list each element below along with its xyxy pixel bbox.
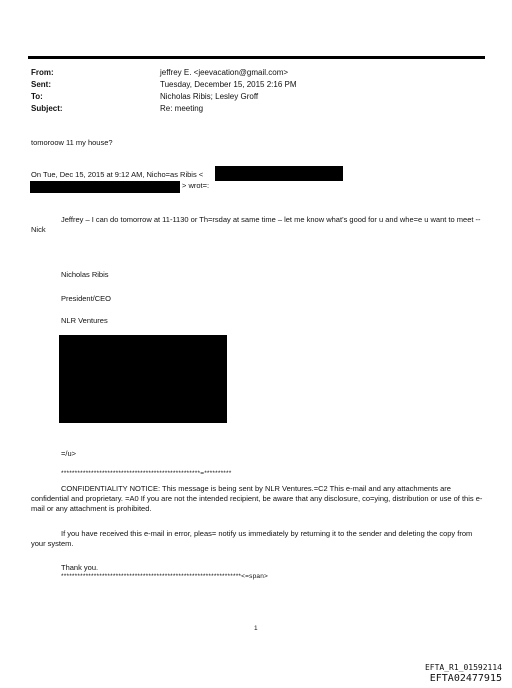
header-rule xyxy=(28,56,485,59)
from-value: jeffrey E. <jeevacation@gmail.com> xyxy=(160,68,289,77)
confidentiality-notice: CONFIDENTIALITY NOTICE: This message is being sent by NLR Ventures.=C2 This e-mail and any attachments are confidential and proprietary. =A0 If you are not the intended recipient, be aware that any disclosure, co=ying, distribution or use of this e-mail or any attachment is prohibited. xyxy=(31,484,483,513)
sent-value: Tuesday, December 15, 2015 2:16 PM xyxy=(160,80,297,89)
redaction-email-address xyxy=(215,166,343,181)
signature-company: NLR Ventures xyxy=(61,316,108,325)
separator-stars-top: ***************************************************=********** xyxy=(61,470,232,477)
reply-text: tomoroow 11 my house? xyxy=(31,138,113,147)
quote-header-line1: On Tue, Dec 15, 2015 at 9:12 AM, Nicho=as Ribis < xyxy=(31,170,204,179)
thank-you: Thank you. xyxy=(61,563,99,572)
quoted-body: Jeffrey – I can do tomorrow at 11-1130 or Th=rsday at same time – let me know what’s good for u and whe=e u want to meet -- Nick xyxy=(31,215,481,234)
subject-label: Subject: xyxy=(31,104,63,113)
signature-name: Nicholas Ribis xyxy=(61,270,109,279)
subject-value: Re: meeting xyxy=(160,104,204,113)
error-notice: If you have received this e-mail in error, pleas= notify us immediately by returning it to the sender and deleting the copy from your system. xyxy=(31,529,473,548)
bates-id-1: EFTA_R1_01592114 xyxy=(424,663,502,672)
bates-id-2: EFTA02477915 xyxy=(429,673,502,684)
from-label: From: xyxy=(31,68,54,77)
separator-stars-bottom: ******************************************************************<=span> xyxy=(61,573,269,580)
signature-title: President/CEO xyxy=(61,294,112,303)
to-label: To: xyxy=(31,92,43,101)
page-number: 1 xyxy=(254,625,258,632)
redaction-email-address-2 xyxy=(30,181,180,193)
encoding-artifact: =/u> xyxy=(61,449,77,458)
to-value: Nicholas Ribis; Lesley Groff xyxy=(160,92,259,101)
redaction-signature-block xyxy=(59,335,227,423)
sent-label: Sent: xyxy=(31,80,51,89)
quote-header-line2: > wrot=: xyxy=(182,181,210,190)
